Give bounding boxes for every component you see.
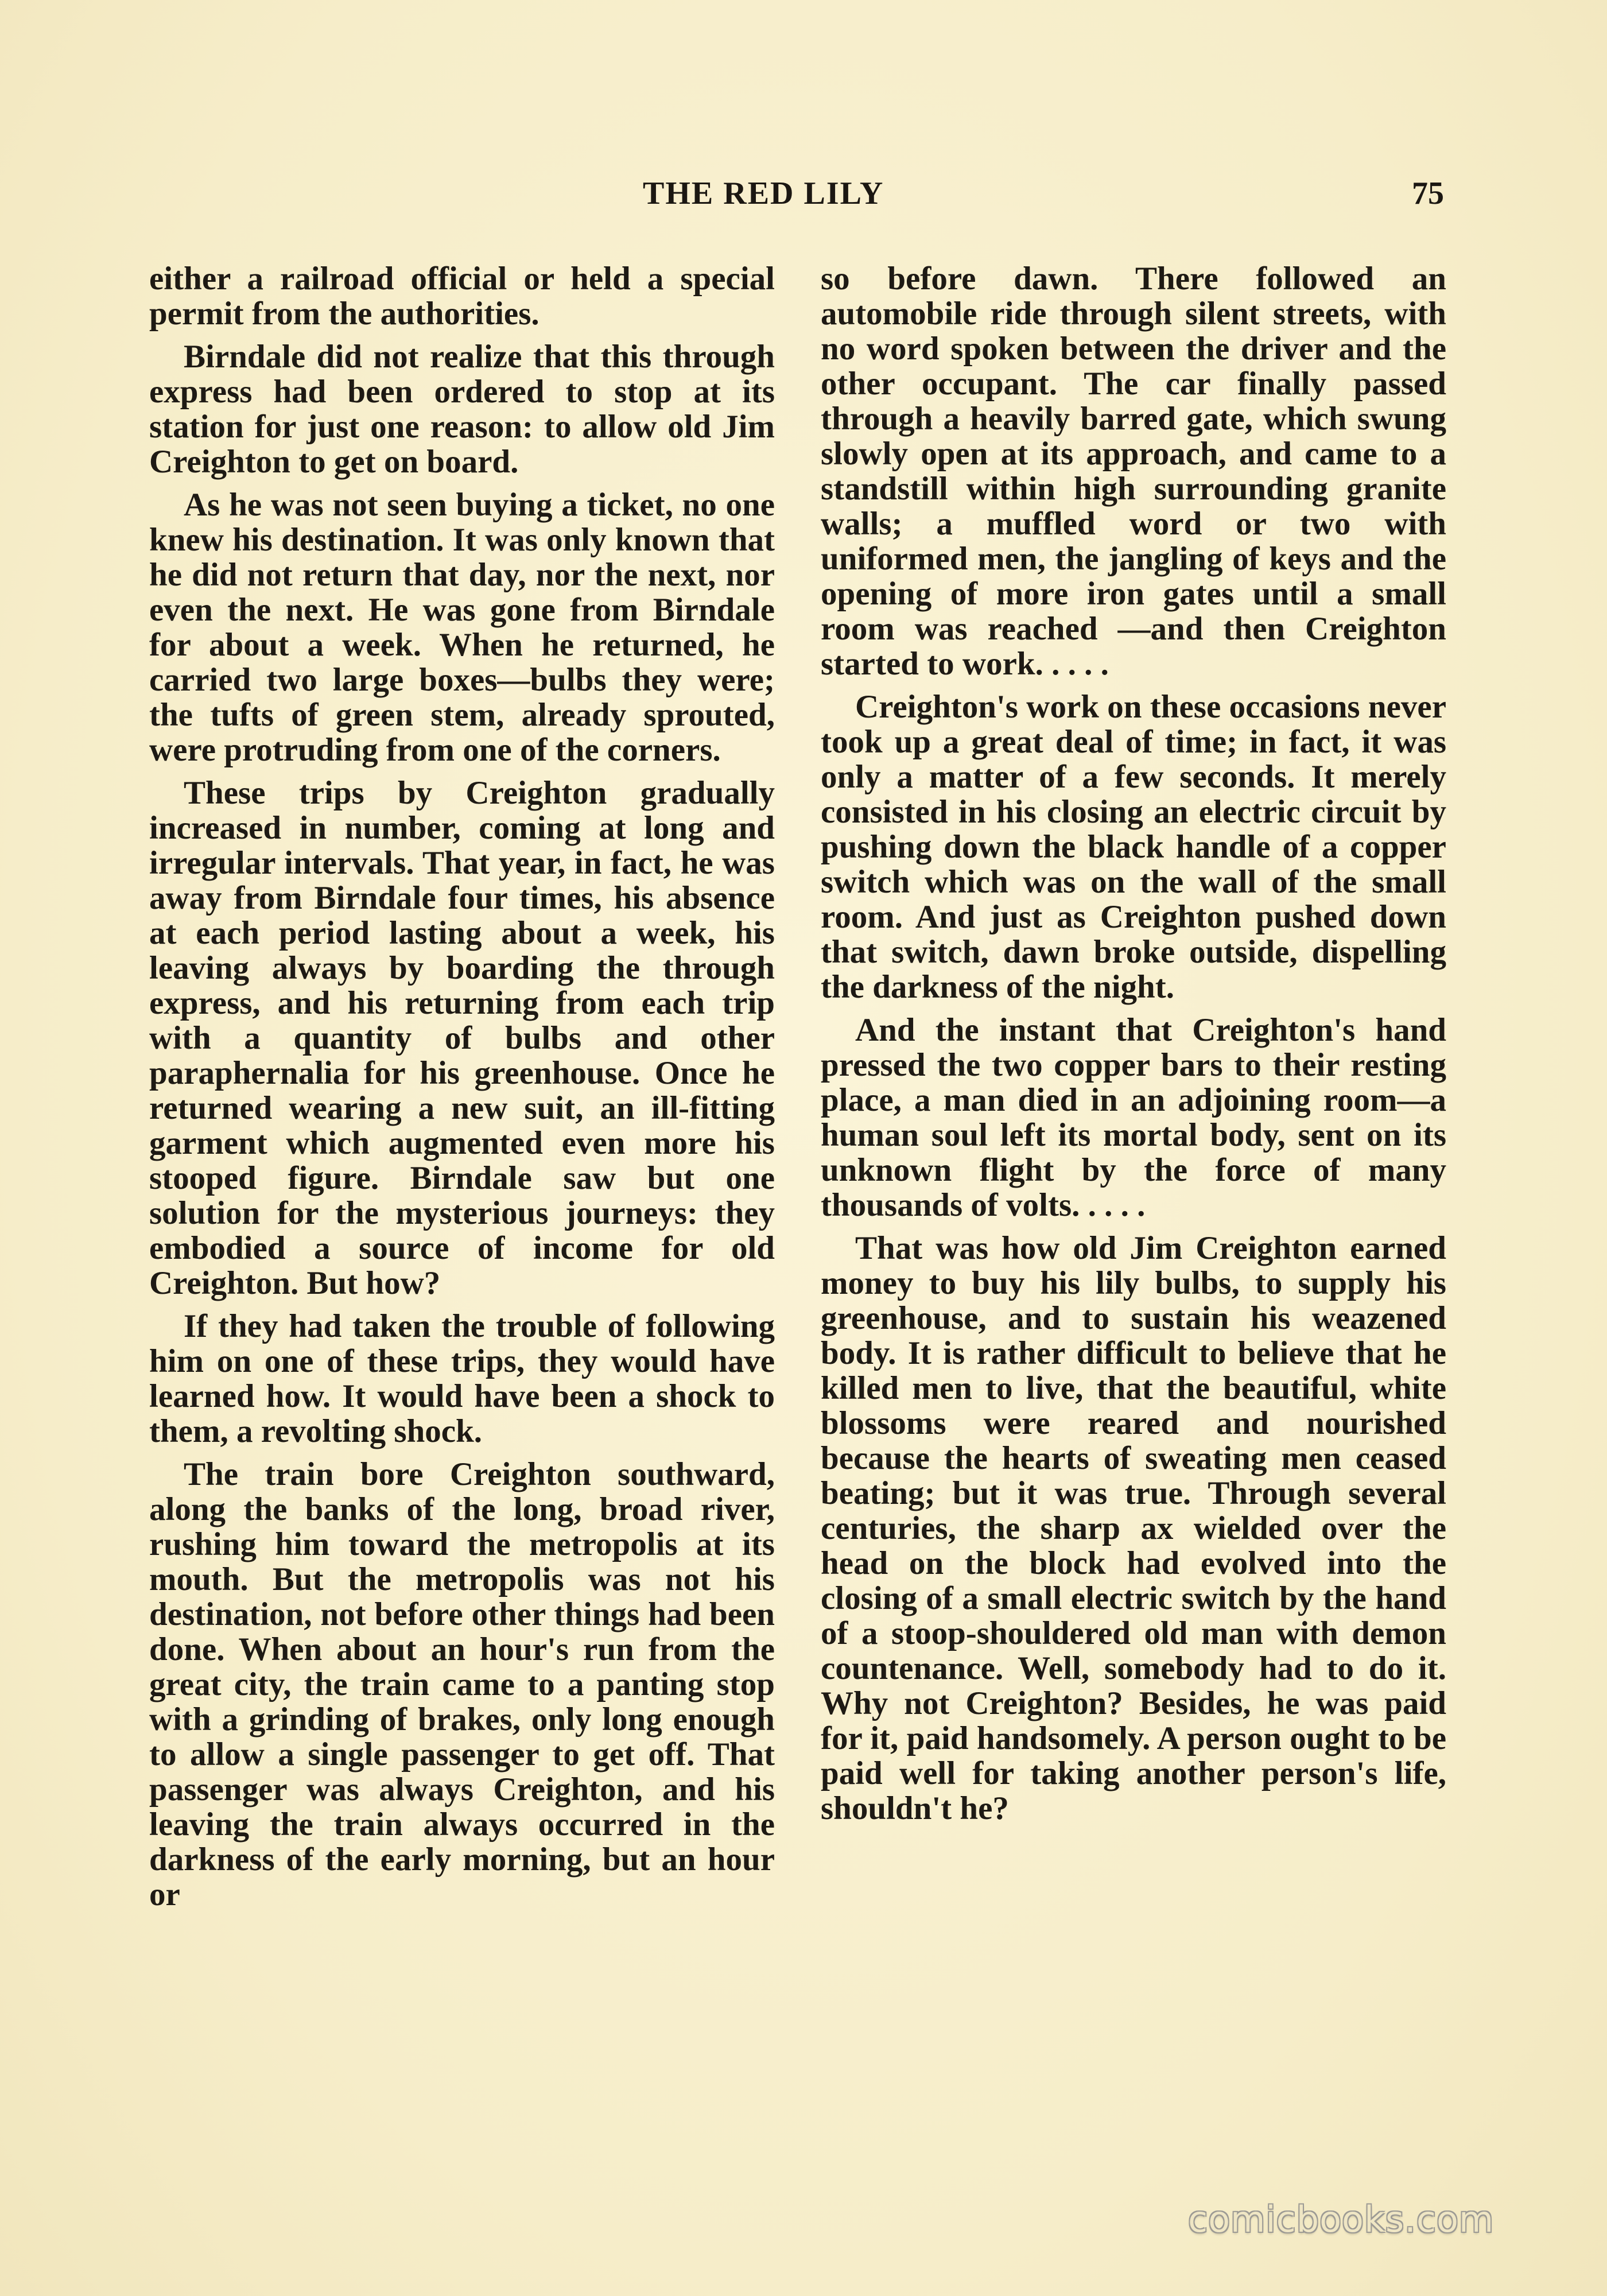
paragraph: As he was not seen buying a ticket, no one knew his destination. It was only known that he did not return that day, nor the next, nor even the next. He was gone from Birndale for about a week. When he returned, he carried two large boxes—bulbs they were; the tufts of green stem, already sprouted, were protruding from one of the corners. (149, 487, 775, 768)
running-head-title: THE RED LILY (643, 176, 884, 211)
paragraph: And the instant that Creighton's hand pressed the two copper bars to their resting place, a man died in an adjoining room—a human soul left its mortal body, sent on its unknown flight by the force of many thousands of volts. . . . . (821, 1012, 1446, 1223)
text-column-left (149, 261, 775, 2127)
paragraph: so before dawn. There followed an automobile ride through silent streets, with no word spoken between the driver and the other occupant. The car finally passed through a heavily barred gate, which swung slowly open at its approach, and came to a standstill within high surrounding granite walls; a muffled word or two with uniformed men, the jangling of keys and the opening of more iron gates until a small room was reached —and then Creighton started to work. . . . . (821, 261, 1446, 682)
site-watermark: comicbooks.com (1188, 2198, 1495, 2240)
paragraph: either a railroad official or held a special permit from the authorities. (149, 261, 775, 332)
paragraph: Birndale did not realize that this through express had been ordered to stop at its station for just one reason: to allow old Jim Creighton to get on board. (149, 339, 775, 480)
text-column-right (821, 261, 1446, 2127)
paragraph: These trips by Creighton gradually increased in number, coming at long and irregular intervals. That year, in fact, he was away from Birndale four times, his absence at each period lasting about a week, his leaving always by boarding the through express, and his returning from each trip with a quantity of bulbs and other paraphernalia for his greenhouse. Once he returned wearing a new suit, an ill-fitting garment which augmented even more his stooped figure. Birndale saw but one solution for the mysterious journeys: they embodied a source of income for old Creighton. But how? (149, 775, 775, 1301)
paragraph: If they had taken the trouble of following him on one of these trips, they would have learned how. It would have been a shock to them, a revolting shock. (149, 1308, 775, 1449)
page-number: 75 (1412, 176, 1444, 211)
paragraph: The train bore Creighton southward, along the banks of the long, broad river, rushing him toward the metropolis at its mouth. But the metropolis was not his destination, not before other things had been done. When about an hour's run from the great city, the train came to a panting stop with a grinding of brakes, only long enough to allow a single passenger to get off. That passenger was always Creighton, and his leaving the train always occurred in the darkness of the early morning, but an hour or (149, 1456, 775, 1913)
paragraph: That was how old Jim Creighton earned money to buy his lily bulbs, to supply his greenhouse, and to sustain his weazened body. It is rather difficult to believe that he killed men to live, that the beautiful, white blossoms were reared and nourished because the hearts of sweating men ceased beating; but it was true. Through several centuries, the sharp ax wielded over the head on the block had evolved into the closing of a small electric switch by the hand of a stoop-shouldered old man with demon countenance. Well, somebody had to do it. Why not Creighton? Besides, he was paid for it, paid handsomely. A person ought to be paid well for taking another person's life, shouldn't he? (821, 1230, 1446, 1826)
paragraph: Creighton's work on these occasions never took up a great deal of time; in fact, it was only a matter of a few seconds. It merely consisted in his closing an electric circuit by pushing down the black handle of a copper switch which was on the wall of the small room. And just as Creighton pushed down that switch, dawn broke outside, dispelling the darkness of the night. (821, 689, 1446, 1005)
